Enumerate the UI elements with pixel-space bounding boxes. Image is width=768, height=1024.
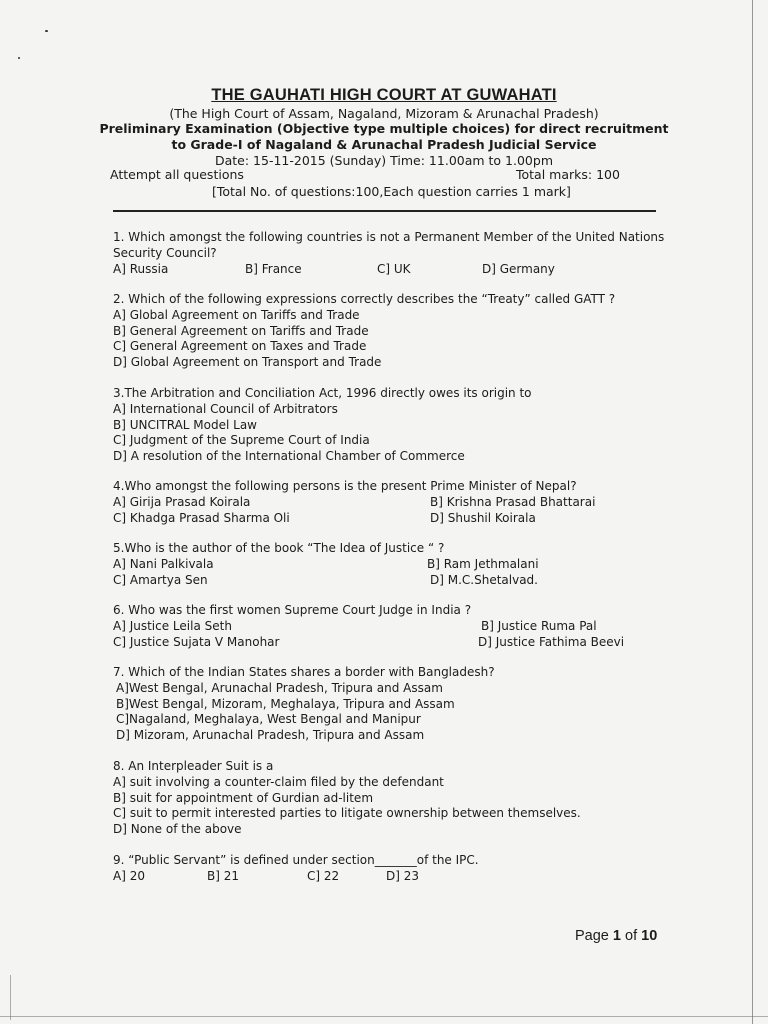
- option-c: C] UK: [377, 262, 411, 276]
- header-divider: [113, 210, 656, 212]
- option-b: B] Justice Ruma Pal: [481, 619, 597, 633]
- option-b: B] France: [245, 262, 302, 276]
- option-d: D] Global Agreement on Transport and Trade: [113, 355, 382, 370]
- page-current: 1: [612, 928, 621, 944]
- page-prefix: Page: [575, 928, 613, 944]
- option-c: C] General Agreement on Taxes and Trade: [113, 339, 367, 354]
- question-8: [113, 759, 673, 838]
- option-b: B] Krishna Prasad Bhattarai: [430, 495, 596, 509]
- attempt-instruction: Attempt all questions: [110, 167, 244, 182]
- question-9: [113, 853, 673, 869]
- option-c: C] 22: [307, 869, 340, 883]
- option-a: A] Justice Leila Seth: [113, 619, 232, 633]
- total-questions-note: [Total No. of questions:100,Each question carries 1 mark]: [212, 184, 571, 199]
- option-b: B] 21: [207, 869, 239, 883]
- option-b: B] General Agreement on Tariffs and Trade: [113, 323, 369, 338]
- page-number: [575, 928, 657, 944]
- scan-speck: [18, 57, 20, 59]
- question-2: [113, 292, 673, 371]
- question-text: 1. Which amongst the following countries is not a Permanent Member of the United Nations: [113, 230, 665, 244]
- question-text: Security Council?: [113, 245, 217, 260]
- page-total: 10: [641, 928, 658, 944]
- option-b: B]West Bengal, Mizoram, Meghalaya, Tripura and Assam: [116, 696, 455, 711]
- question-text: 8. An Interpleader Suit is a: [113, 759, 274, 773]
- option-c: C]Nagaland, Meghalaya, West Bengal and Manipur: [116, 712, 421, 727]
- option-d: D] Germany: [482, 262, 555, 276]
- option-c: C] Amartya Sen: [113, 573, 208, 587]
- option-b: B] suit for appointment of Gurdian ad-litem: [113, 790, 374, 805]
- court-title: THE GAUHATI HIGH COURT AT GUWAHATI: [211, 86, 557, 104]
- scan-edge-bottom: [0, 1016, 768, 1017]
- option-d: D] Mizoram, Arunachal Pradesh, Tripura and Assam: [116, 728, 425, 743]
- question-4: [113, 479, 673, 495]
- question-text: 6. Who was the first women Supreme Court Judge in India ?: [113, 603, 472, 617]
- option-a: A] 20: [113, 869, 145, 883]
- question-text: 5.Who is the author of the book “The Idea of Justice “ ?: [113, 541, 445, 555]
- option-d: D] Shushil Koirala: [430, 511, 536, 525]
- option-a: A]West Bengal, Arunachal Pradesh, Tripura and Assam: [116, 680, 443, 695]
- option-a: A] International Council of Arbitrators: [113, 401, 338, 416]
- question-6: [113, 603, 673, 619]
- question-3: [113, 386, 673, 465]
- exam-title-line2: to Grade-I of Nagaland & Arunachal Pradesh Judicial Service: [171, 137, 597, 152]
- page-of: of: [620, 928, 642, 944]
- option-c: C] Justice Sujata V Manohar: [113, 635, 280, 649]
- question-text: 7. Which of the Indian States shares a border with Bangladesh?: [113, 665, 495, 679]
- option-d: D] A resolution of the International Chamber of Commerce: [113, 449, 465, 464]
- option-a: A] Russia: [113, 262, 169, 276]
- option-a: A] Girija Prasad Koirala: [113, 495, 251, 509]
- question-text: 2. Which of the following expressions correctly describes the “Treaty” called GATT ?: [113, 292, 616, 306]
- question-1: [113, 230, 673, 262]
- option-c: C] suit to permit interested parties to litigate ownership between themselves.: [113, 806, 581, 821]
- option-b: B] UNCITRAL Model Law: [113, 417, 257, 432]
- exam-date-time: Date: 15-11-2015 (Sunday) Time: 11.00am to 1.00pm: [214, 153, 553, 168]
- option-a: A] suit involving a counter-claim filed by the defendant: [113, 774, 444, 789]
- option-a: A] Nani Palkivala: [113, 557, 214, 571]
- option-d: D] None of the above: [113, 822, 242, 837]
- court-subtitle: (The High Court of Assam, Nagaland, Mizoram & Arunachal Pradesh): [169, 106, 599, 121]
- option-c: C] Khadga Prasad Sharma Oli: [113, 511, 290, 525]
- question-5: [113, 541, 673, 557]
- question-text: 3.The Arbitration and Conciliation Act, 1996 directly owes its origin to: [113, 386, 532, 400]
- total-marks: Total marks: 100: [516, 167, 620, 182]
- question-text: 9. “Public Servant” is defined under section_______of the IPC.: [113, 853, 479, 867]
- option-d: D] Justice Fathima Beevi: [478, 635, 625, 649]
- scan-speck: [45, 30, 48, 32]
- scan-edge-left: [10, 975, 11, 1020]
- option-d: D] 23: [386, 869, 420, 883]
- option-b: B] Ram Jethmalani: [427, 557, 539, 571]
- question-7: [113, 665, 673, 744]
- question-text: 4.Who amongst the following persons is the present Prime Minister of Nepal?: [113, 479, 577, 493]
- exam-title-line1: Preliminary Examination (Objective type multiple choices) for direct recruitment: [99, 121, 669, 136]
- option-c: C] Judgment of the Supreme Court of India: [113, 433, 370, 448]
- option-d: D] M.C.Shetalvad.: [430, 573, 538, 587]
- option-a: A] Global Agreement on Tariffs and Trade: [113, 307, 360, 322]
- document-header: [0, 86, 768, 168]
